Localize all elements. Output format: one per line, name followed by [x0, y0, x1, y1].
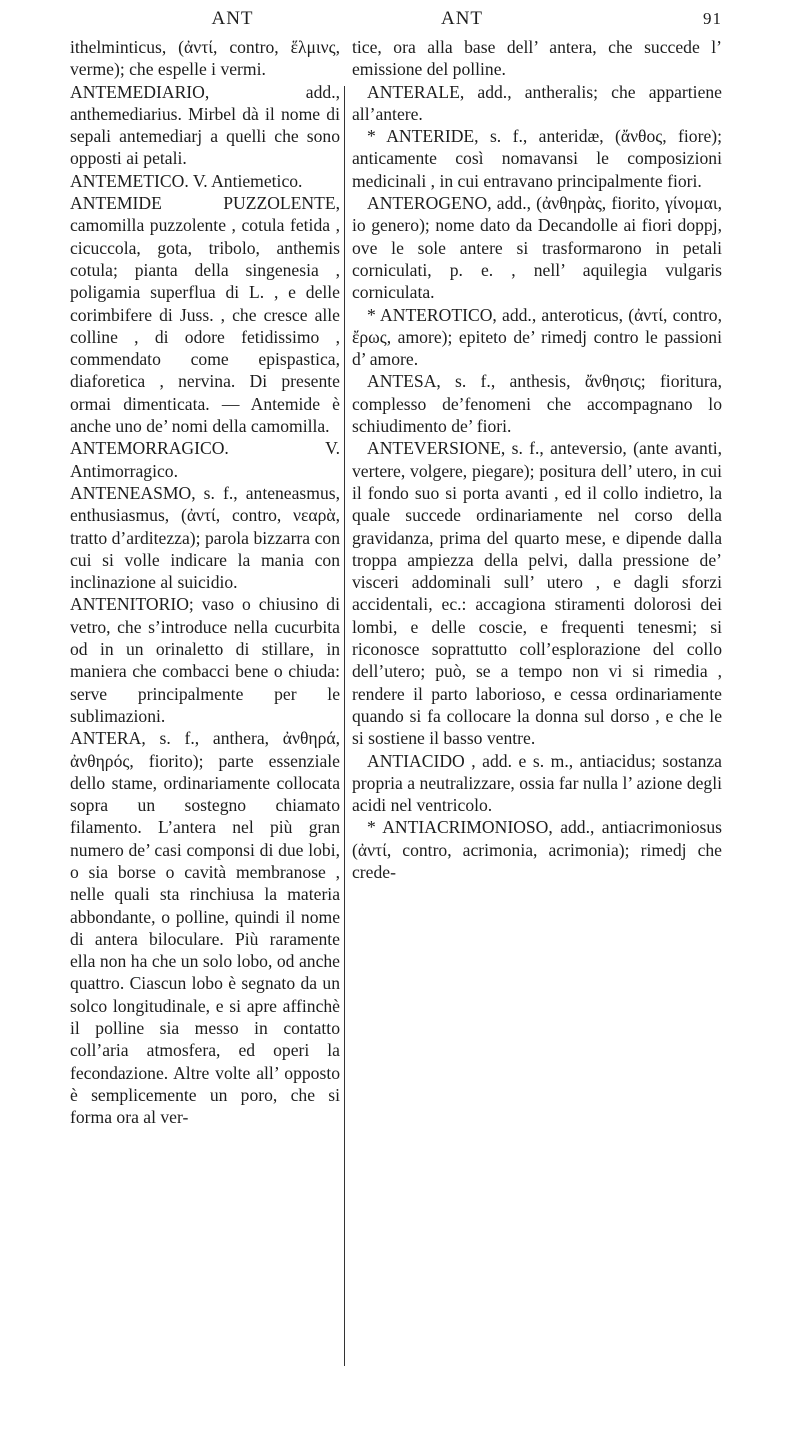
column-rule	[344, 86, 345, 1366]
page-number: 91	[703, 9, 722, 28]
dictionary-entry: ANTENEASMO, s. f., anteneasmus, enthusiasmus, (ἀντί, contro, νεαρὰ, tratto d’arditezza); parola bizzarra con cui si volle indicare la mania con inclinazione al suicidio.	[70, 482, 340, 593]
dictionary-entry: ANTERA, s. f., anthera, ἀνθηρά, ἀνθηρός, fiorito); parte essenziale dello stame, ordinariamente collocata sopra un sostegno chiamato filamento. L’antera nel più gran numero de’ casi componsi di due lobi, o sia borse o cavità membranose , nelle quali sta rinchiusa la materia abbondante, o polline, quindi il nome di antera biloculare. Più raramente ella non ha che un solo lobo, od anche quattro. Ciascun lobo è segnato da un solco longitudinale, e si apre affinchè il polline sia messo in contatto coll’aria atmosfera, ed operi la fecondazione. Altre volte all’ opposto è semplicemente un poro, che si forma ora al ver-	[70, 728, 340, 1128]
dictionary-entry: ithelminticus, (ἀντί, contro, ἕλμινς, verme); che espelle i vermi.	[70, 37, 340, 80]
right-running-head	[352, 2, 722, 36]
dictionary-entry: * ANTERIDE, s. f., anteridæ, (ἄνθος, fiore); anticamente così nomavansi le composizioni medicinali , in cui entravano principalmente fiori.	[352, 126, 722, 191]
dictionary-entry: ANTIACIDO , add. e s. m., antiacidus; sostanza propria a neutralizzare, ossia far nulla l’ azione degli acidi nel ventricolo.	[352, 750, 722, 816]
dictionary-entry: ANTEMIDE PUZZOLENTE, camomilla puzzolente , cotula fetida , cicuccola, gota, tribolo, anthemis cotula; pianta della singenesia , poligamia superflua di L. , e delle corimbifere di Juss. , che cresce alle colline , di odore fetidissimo , commendato come epispastica, diaforetica , nervina. Di presente ormai dimenticata. — Antemide è anche uno de’ nomi della camomilla.	[70, 193, 340, 437]
dictionary-entry: ANTEROGENO, add., (ἀνθηρὰς, fiorito, γίνομαι, io genero); nome dato da Decandolle ai fiori doppj, ove le sole antere si trasformarono in petali corniculati, p. e. , nell’ aquilegia vulgaris corniculata.	[352, 193, 722, 303]
dictionary-entry: ANTENITORIO; vaso o chiusino di vetro, che s’introduce nella cucurbita od in un orinaletto di stillare, in maniera che combacci bene o chiuda: serve principalmente per le sublimazioni.	[70, 594, 340, 726]
left-column	[70, 0, 340, 1380]
right-column	[352, 0, 722, 1380]
dictionary-entry: ANTEMETICO. V. Antiemetico.	[70, 170, 303, 191]
dictionary-entry: ANTEMORRAGICO. V. Antimorragico.	[70, 438, 340, 481]
dictionary-entry: ANTESA, s. f., anthesis, ἄνθησις; fioritura, complesso de’fenomeni che accompagnano lo schiudimento de’ fiori.	[352, 371, 722, 437]
left-head-title: ANT	[211, 8, 254, 29]
dictionary-entry: * ANTEROTICO, add., anteroticus, (ἀντί, contro, ἔρως, amore); epiteto de’ rimedj contro le passioni d’ amore.	[352, 304, 722, 370]
dictionary-entry: * ANTIACRIMONIOSO, add., antiacrimoniosus (ἀντί, contro, acrimonia, acrimonia); rimedj che crede-	[352, 817, 722, 882]
right-entries	[352, 36, 722, 883]
right-head-title: ANT	[440, 8, 484, 29]
dictionary-entry: tice, ora alla base dell’ antera, che succede l’ emissione del polline.	[352, 37, 722, 80]
left-entries	[70, 36, 340, 1129]
left-running-head	[70, 2, 340, 36]
dictionary-entry: ANTERALE, add., antheralis; che appartiene all’antere.	[352, 81, 722, 124]
dictionary-entry: ANTEVERSIONE, s. f., anteversio, (ante avanti, vertere, volgere, piegare); positura dell’ utero, in cui il fondo suo si porta avanti , ed il collo indietro, la quale succede ordinariamente nel corso della gravidanza, prima del quarto mese, e dipende dalla troppa ampiezza della pelvi, dalla pressione de’ visceri addominali sull’ utero , e dagli sforzi accidentali, ec.: accagiona stiramenti dolorosi dei lombi, e delle coscie, e frequenti tenesmi; si riconosce soprattutto coll’esplorazione del collo dell’utero; può, se a tempo non vi si rimedia , rendere il parto laborioso, e cessa ordinariamente quando si fa collocare la donna sul dorso , e che le si sostiene il basso ventre.	[352, 438, 722, 749]
dictionary-entry: ANTEMEDIARIO, add., anthemediarius. Mirbel dà il nome di sepali antemediarj a quelli che sono opposti ai petali.	[70, 81, 340, 169]
